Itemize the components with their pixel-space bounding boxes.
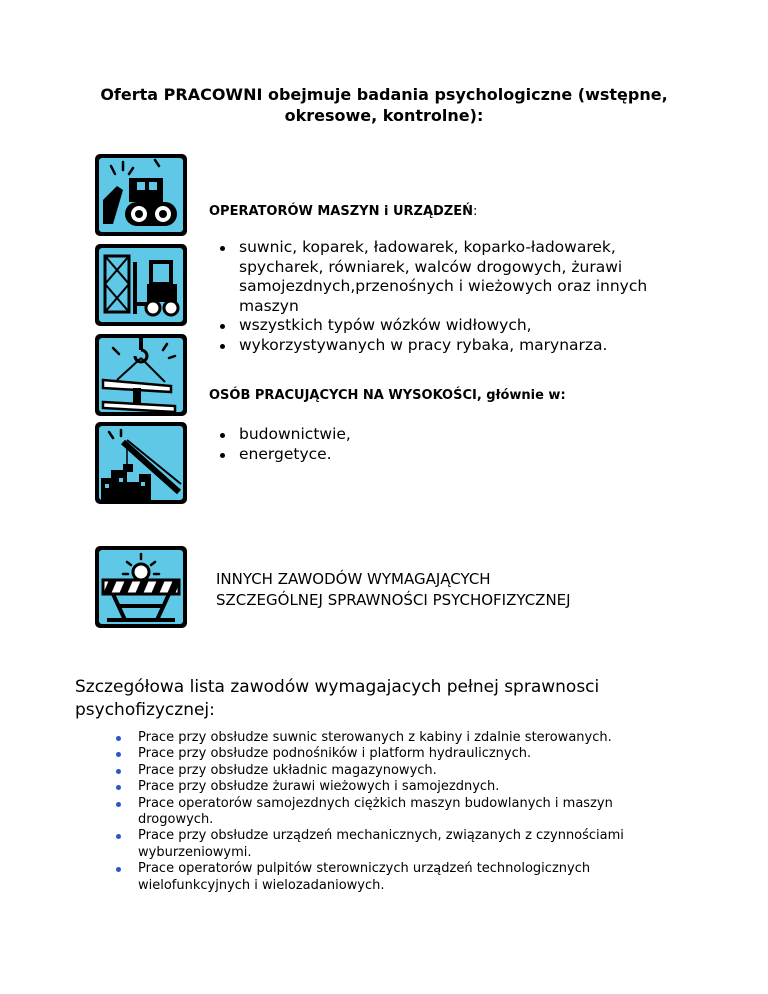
forklift-icon xyxy=(93,242,189,328)
construction-crane-icon xyxy=(93,420,189,506)
list-item: budownictwie, xyxy=(217,425,517,445)
section-heading-operators-text: OPERATORÓW MASZYN i URZĄDZEŃ xyxy=(209,204,473,219)
bulldozer-icon xyxy=(93,152,189,238)
list-item: Prace przy obsłudze urządzeń mechanicznych, związanych z czynnościami wyburzeniowymi. xyxy=(113,828,653,861)
operators-list xyxy=(217,238,657,355)
heights-list xyxy=(217,425,517,464)
section-heading-operators xyxy=(209,204,477,219)
other-professions-heading xyxy=(216,569,636,611)
section-heading-colon: : xyxy=(473,204,478,219)
list-item: wszystkich typów wózków widłowych, xyxy=(217,316,657,336)
list-item: Prace operatorów samojezdnych ciężkich maszyn budowlanych i maszyn drogowych. xyxy=(113,796,653,829)
page-title: Oferta PRACOWNI obejmuje badania psychologiczne (wstępne, okresowe, kontrolne): xyxy=(100,85,668,125)
section-heading-heights: OSÓB PRACUJĄCYCH NA WYSOKOŚCI, głównie w: xyxy=(209,388,566,403)
list-item: Prace przy obsłudze suwnic sterowanych z kabiny i zdalnie sterowanych. xyxy=(113,730,653,746)
other-professions-line2: SZCZEGÓLNEJ SPRAWNOŚCI PSYCHOFIZYCZNEJ xyxy=(216,591,571,609)
list-item: Prace przy obsłudze podnośników i platform hydraulicznych. xyxy=(113,746,653,762)
list-item: wykorzystywanych w pracy rybaka, marynarza. xyxy=(217,336,657,356)
list-item: Prace operatorów pulpitów sterowniczych urządzeń technologicznych wielofunkcyjnych i wielozadaniowych. xyxy=(113,861,653,894)
details-title: Szczegółowa lista zawodów wymagajacych pełnej sprawnosci psychofizycznej: xyxy=(75,677,600,720)
list-item: Prace przy obsłudze układnic magazynowych. xyxy=(113,763,653,779)
list-item: energetyce. xyxy=(217,445,517,465)
list-item: suwnic, koparek, ładowarek, koparko-ładowarek, spycharek, równiarek, walców drogowych, żurawi samojezdnych,przenośnych i wieżowych oraz innych maszyn xyxy=(217,238,657,316)
list-item: Prace przy obsłudze żurawi wieżowych i samojezdnych. xyxy=(113,779,653,795)
road-barrier-icon xyxy=(93,544,189,630)
other-professions-line1: INNYCH ZAWODÓW WYMAGAJĄCYCH xyxy=(216,570,491,588)
details-list xyxy=(113,730,653,894)
steel-beam-hook-icon xyxy=(93,332,189,418)
